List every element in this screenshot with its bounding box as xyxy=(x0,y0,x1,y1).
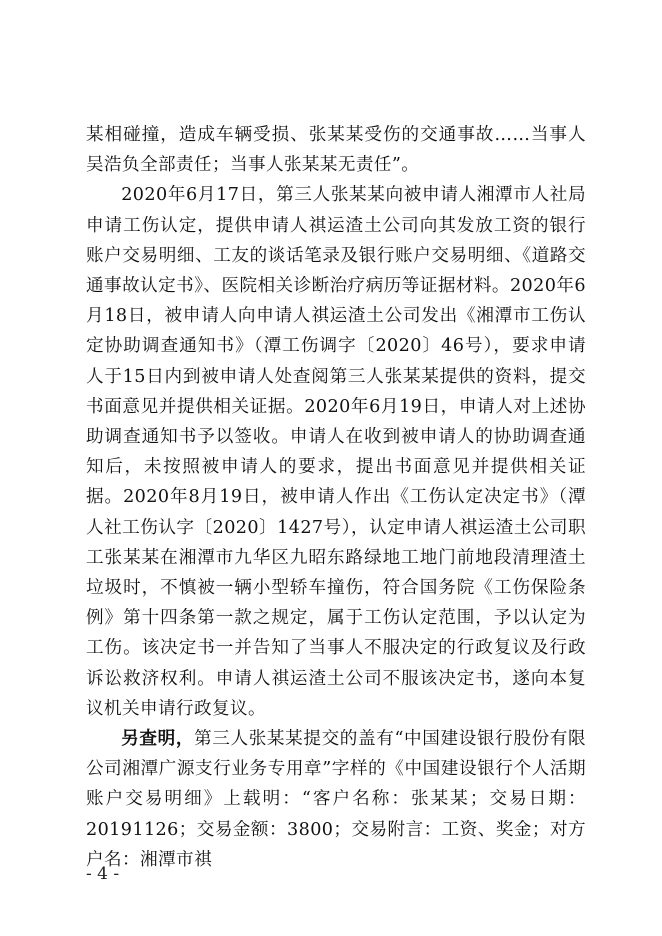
paragraph-further-finding xyxy=(86,724,586,875)
paragraph-accident-liability: 某相碰撞，造成车辆受损、张某某受伤的交通事故……当事人吴浩负全部责任；当事人张某某无责任”。 xyxy=(86,125,586,176)
document-body xyxy=(86,120,586,875)
further-finding-lead: 另查明， xyxy=(121,728,195,750)
page-number: - 4 - xyxy=(86,864,120,884)
paragraph-injury-determination: 2020年6月17日，第三人张某某向被申请人湘潭市人社局申请工伤认定，提供申请人祺运渣土公司向其发放工资的银行账户交易明细、工友的谈话笔录及银行账户交易明细、《道路交通事故认定书》、医院相关诊断治疗病历等证据材料。2020年6月18日，被申请人向申请人祺运渣土公司发出《湘潭市工伤认定协助调查通知书》（潭工伤调字〔2020〕46号），要求申请人于15日内到被申请人处查阅第三人张某某提供的资料，提交书面意见并提供相关证据。2020年6月19日，申请人对上述协助调查通知书予以签收。申请人在收到被申请人的协助调查通知后，未按照被申请人的要求，提出书面意见并提供相关证据。2020年8月19日，被申请人作出《工伤认定决定书》（潭人社工伤认字〔2020〕1427号），认定申请人祺运渣土公司职工张某某在湘潭市九华区九昭东路绿地工地门前地段清理渣土垃圾时，不慎被一辆小型轿车撞伤，符合国务院《工伤保险条例》第十四条第一款之规定，属于工伤认定范围，予以认定为工伤。该决定书一并告知了当事人不服决定的行政复议及行政诉讼救济权利。申请人祺运渣土公司不服该决定书，遂向本复议机关申请行政复议。 xyxy=(86,185,586,719)
further-finding-text: 第三人张某某提交的盖有“中国建设银行股份有限公司湘潭广源支行业务专用章”字样的《中国建设银行个人活期账户交易明细》上载明：“客户名称：张某某；交易日期：20191126；交易金额：3800；交易附言：工资、奖金；对方户名：湘潭市祺 xyxy=(86,729,587,870)
